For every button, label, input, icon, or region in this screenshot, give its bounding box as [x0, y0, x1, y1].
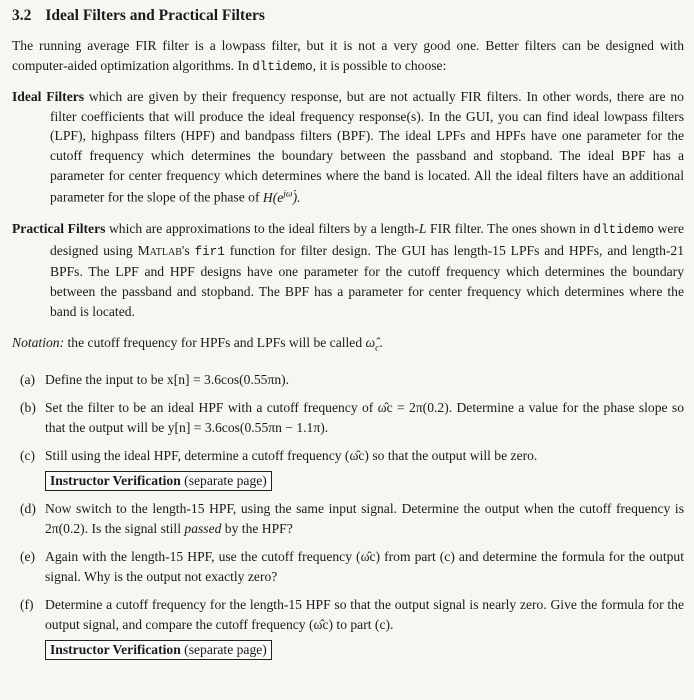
code-dltidemo: dltidemo: [252, 59, 313, 74]
ideal-filters-text: which are given by their frequency response, but are not actually FIR filters. In other words, there are no filter coefficients that will produce the ideal frequency response(s). In the GUI, you can find ideal lowpass filters (LPF), highpass filters (HPF) and bandpass filters (BPF). The ideal LPFs and HPFs have one parameter for the cutoff frequency which determines the boundary between the passband and stopband. The ideal BPF has a parameter for center frequency which determines where the band is located. All the ideal filters have an additional parameter for the slope of the phase of: [50, 89, 684, 205]
question-text: Still using the ideal HPF, determine a cutoff frequency (ω̂c) so that the output will be zero.: [45, 448, 538, 464]
matlab-name: Matlab: [137, 242, 182, 258]
ideal-filters-paragraph: [12, 87, 684, 207]
verification-title: Instructor Verification: [50, 472, 181, 488]
verification-note: (separate page): [180, 641, 267, 657]
verification-note: (separate page): [180, 472, 267, 488]
code-dltidemo: dltidemo: [593, 223, 655, 238]
question-text: Again with the length-15 HPF, use the cutoff frequency (ω̂c) from part (c) and determine the formula for the output signal. Why is the output not exactly zero?: [45, 549, 684, 584]
practical-filters-paragraph: [12, 219, 684, 321]
practical-text-b: FIR filter. The ones shown in: [426, 221, 594, 237]
question-label: (f): [20, 597, 34, 613]
length-L: L: [418, 221, 427, 237]
question-list: [12, 370, 684, 662]
question-text: Define the input to be x[n] = 3.6cos(0.55πn).: [45, 371, 290, 387]
question-label: (d): [20, 500, 36, 516]
question-text: Now switch to the length-15 HPF, using the same input signal. Determine the output when the cutoff frequency is 2π(0.2). Is the signal still passed by the HPF?: [45, 500, 684, 536]
code-fir1: fir1: [194, 244, 225, 259]
question-text: Set the filter to be an ideal HPF with a cutoff frequency of ω̂c = 2π(0.2). Determine a value for the phase slope so that the output will be y[n] = 3.6cos(0.55πn − 1.1π).: [45, 400, 684, 435]
question-e: [12, 547, 684, 586]
instructor-verification-box: [45, 640, 272, 660]
section-title: Ideal Filters and Practical Filters: [45, 7, 265, 24]
question-label: (e): [20, 549, 36, 565]
question-label: (c): [20, 448, 36, 464]
notation-text: the cutoff frequency for HPFs and LPFs will be called: [64, 335, 366, 351]
question-b: [12, 398, 684, 437]
instructor-verification-box: [45, 471, 272, 491]
phase-expression: $H(e^{j\omegâ})$.: [262, 189, 301, 205]
question-label: (a): [20, 371, 36, 387]
intro-text: The running average FIR filter is a lowpass filter, but it is not a very good one. Better filters can be designed with computer-aided optimization algorithms. In: [12, 38, 684, 73]
question-label: (b): [20, 400, 36, 416]
question-f: [12, 595, 684, 661]
question-c: [12, 446, 684, 493]
practical-text-a: which are approximations to the ideal filters by a length-: [105, 221, 419, 237]
practical-filters-term: Practical Filters: [12, 221, 106, 237]
verification-title: Instructor Verification: [50, 641, 181, 657]
section-heading: [12, 6, 684, 26]
intro-paragraph: [12, 36, 684, 77]
practical-text-d: 's: [181, 242, 195, 258]
practical-text-e: function for filter design. The GUI has length-15 LPFs and HPFs, and length-21 BPFs. The LPF and HPF designs have one parameter for the cutoff frequency which determines the boundary between the passband and stopband. The BPF has a parameter for center frequency which determines where the band is located.: [50, 242, 684, 319]
notation-lead: Notation:: [12, 335, 65, 351]
question-text: Determine a cutoff frequency for the length-15 HPF so that the output signal is nearly zero. Give the formula for the output signal, and compare the cutoff frequency (ω̂c) to part (c).: [45, 597, 684, 632]
section-number: 3.2: [12, 7, 32, 24]
question-a: [12, 370, 684, 390]
intro-text-end: , it is possible to choose:: [312, 57, 447, 73]
cutoff-symbol: $\omegâ_c$: [365, 335, 380, 354]
notation-paragraph: [12, 333, 684, 359]
practical-text-c: were designed using: [50, 221, 684, 258]
notation-end: .: [379, 335, 383, 351]
ideal-filters-term: Ideal Filters: [12, 89, 85, 105]
question-d: [12, 499, 684, 538]
